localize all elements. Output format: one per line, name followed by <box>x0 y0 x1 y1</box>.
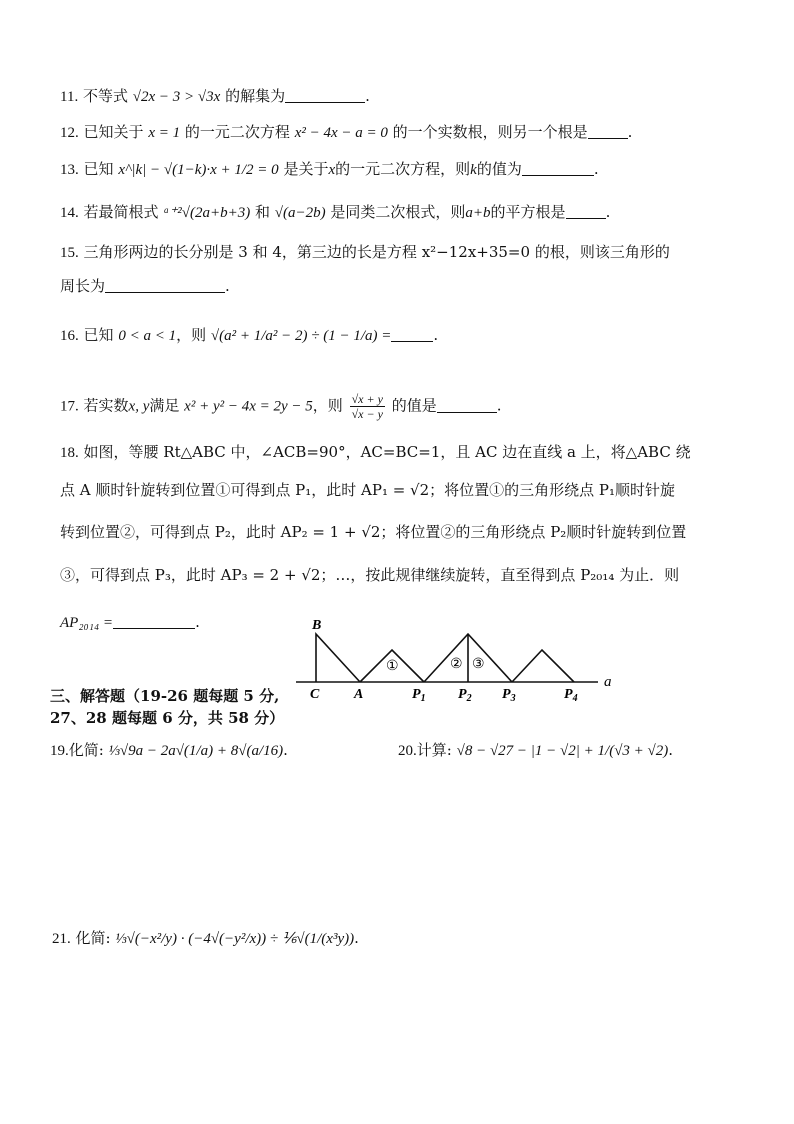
question-number: 14. <box>60 205 79 221</box>
question-14: 14. 若最简根式 ᵃ⁺²√(2a+b+3) 和 √(a−2b) 是同类二次根式，则a+b的平方根是 . <box>60 203 611 221</box>
math-expression: x² − 4x − a = 0 <box>294 125 388 141</box>
label-b: B <box>312 618 322 633</box>
question-number: 11. <box>60 89 79 105</box>
math-expression: x^|k| − √(1−k)·x + 1/2 = 0 <box>118 162 279 178</box>
question-13: 13. 已知 x^|k| − √(1−k)·x + 1/2 = 0 是关于x的一元二次方程，则k的值为 . <box>60 160 599 178</box>
question-number: 17. <box>60 398 79 415</box>
math-expression: ⅓√9a − 2a√(1/a) + 8√(a/16) <box>108 743 284 759</box>
label-a-point: A <box>354 687 364 702</box>
question-number: 19. <box>50 743 69 759</box>
label-p2: $P_2$ <box>458 687 472 702</box>
answer-blank[interactable] <box>391 327 433 342</box>
answer-blank[interactable] <box>285 88 365 103</box>
question-15 <box>60 242 670 263</box>
math-expression: √(a−2b) <box>274 205 326 221</box>
circle-label-2: ② <box>450 657 463 672</box>
circle-label-1: ① <box>386 659 399 674</box>
question-15-cont: 周长为 . <box>60 277 230 295</box>
question-17: 17. 若实数x, y满足 x² + y² − 4x = 2y − 5，则 $\frac{√x + y}{√x - y}$ 的值是 . <box>60 392 502 421</box>
answer-blank[interactable] <box>437 398 497 413</box>
question-number: 18. <box>60 445 79 461</box>
answer-blank[interactable] <box>105 278 225 293</box>
triangle-position-4 <box>512 650 574 682</box>
question-18-line3: 转到位置②，可得到点 P₂，此时 AP₂ = 1 + √2；将位置②的三角形绕点 P₂顺时针旋转到位置 <box>60 523 687 541</box>
question-number: 15. <box>60 245 79 261</box>
question-number: 13. <box>60 162 79 178</box>
section-header: 三、解答题（19-26 题每题 5 分, <box>50 687 280 705</box>
question-18 <box>60 442 691 463</box>
question-19: 19.化简: ⅓√9a − 2a√(1/a) + 8√(a/16). <box>50 741 288 759</box>
label-c: C <box>310 687 320 702</box>
math-expression: ᵃ⁺²√(2a+b+3) <box>163 205 251 221</box>
answer-blank[interactable] <box>522 161 594 176</box>
label-p4: $P_4$ <box>564 687 578 702</box>
question-text: 的解集为 <box>225 87 286 105</box>
question-number: 20. <box>398 743 417 759</box>
math-expression: ⅓√(−x²/y) · (−4√(−y²/x)) ÷ ⅙√(1/(x³y)) <box>115 931 355 947</box>
question-number: 21. <box>52 931 71 947</box>
section-header-cont: 27、28 题每题 6 分，共 58 分） <box>50 709 285 727</box>
math-expression: 0 < a < 1 <box>118 328 177 344</box>
question-18-answer: AP₂₀₁₄ = . <box>60 613 200 631</box>
question-text: 三角形两边的长分别是 3 和 4，第三边的长是方程 x²−12x+35=0 的根，则该三角形的 <box>83 243 670 261</box>
question-number: 16. <box>60 328 79 344</box>
fraction: $\frac{√x + y}{√x - y}$ <box>351 392 383 421</box>
question-21: 21. 化简: ⅓√(−x²/y) · (−4√(−y²/x)) ÷ ⅙√(1/(x³y)). <box>52 929 359 947</box>
answer-blank[interactable] <box>566 204 606 219</box>
triangle-abc <box>316 634 360 682</box>
rotation-figure <box>292 612 632 702</box>
question-12: 12. 已知关于 x = 1 的一元二次方程 x² − 4x − a = 0 的一个实数根，则另一个根是 . <box>60 123 633 141</box>
question-18-line4: ③，可得到点 P₃，此时 AP₃ = 2 + √2；…，按此规律继续旋转，直至得到点 P₂₀₁₄ 为止．则 <box>60 566 680 584</box>
question-11: 11. 不等式 √2x − 3 > √3x 的解集为 . <box>60 87 370 105</box>
question-number: 12. <box>60 125 79 141</box>
question-text: 不等式 <box>82 87 128 105</box>
label-p1: $P_1$ <box>412 687 426 702</box>
math-expression: x = 1 <box>148 125 181 141</box>
label-line-a: a <box>604 674 612 690</box>
question-text: 如图，等腰 Rt△ABC 中，∠ACB=90°，AC=BC=1，且 AC 边在直线 a 上，将△ABC 绕 <box>83 443 691 461</box>
math-expression: x² + y² − 4x = 2y − 5 <box>184 398 313 415</box>
answer-blank[interactable] <box>113 614 195 629</box>
answer-blank[interactable] <box>588 124 628 139</box>
math-expression: √(a² + 1/a² − 2) ÷ (1 − 1/a) = <box>210 328 392 344</box>
label-p3: $P_3$ <box>502 687 516 702</box>
question-18-line2: 点 A 顺时针旋转到位置①可得到点 P₁，此时 AP₁ = √2；将位置①的三角形绕点 P₁顺时针旋 <box>60 481 676 499</box>
circle-label-3: ③ <box>472 657 485 672</box>
math-expression: √8 − √27 − |1 − √2| + 1/(√3 + √2) <box>456 743 669 759</box>
question-16: 16. 已知 0 < a < 1，则 √(a² + 1/a² − 2) ÷ (1 − 1/a) = . <box>60 326 439 344</box>
math-expression: √2x − 3 > √3x <box>132 89 221 105</box>
question-20: 20.计算: √8 − √27 − |1 − √2| + 1/(√3 + √2). <box>398 741 674 759</box>
